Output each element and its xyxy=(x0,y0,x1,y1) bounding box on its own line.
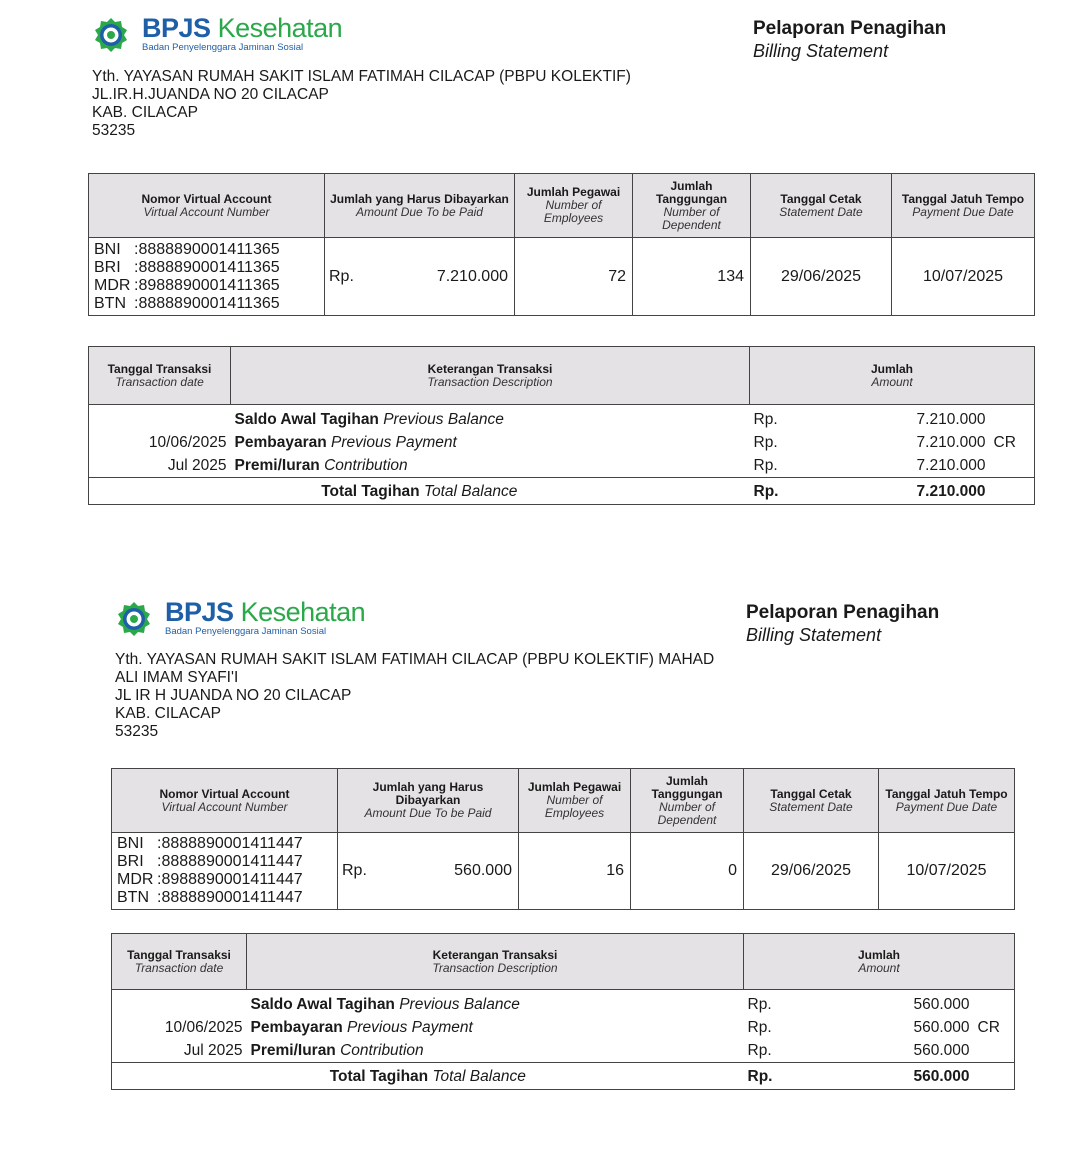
address-line: JL IR H JUANDA NO 20 CILACAP xyxy=(115,687,352,704)
total-flag-empty xyxy=(974,1063,1015,1090)
tx-desc: Pembayaran Previous Payment xyxy=(234,434,457,451)
address-line: KAB. CILACAP xyxy=(92,104,198,121)
header-due-date: Tanggal Jatuh Tempo Payment Due Date xyxy=(879,769,1015,833)
header-dependents: Jumlah Tanggungan Number of Dependent xyxy=(633,174,751,238)
tx-amount: 7.210.000 xyxy=(916,411,986,428)
logo-subtitle: Badan Penyelenggara Jaminan Sosial xyxy=(142,42,304,53)
tx-flag: CR xyxy=(974,1016,1015,1039)
va-item: BRI :8888890001411365 xyxy=(94,258,280,276)
address-line: 53235 xyxy=(92,122,136,139)
table-row xyxy=(89,431,1035,454)
va-list xyxy=(89,238,325,316)
header-statement-date: Tanggal Cetak Statement Date xyxy=(751,174,892,238)
va-item: MDR :8988890001411365 xyxy=(94,276,280,294)
recipient-address xyxy=(92,68,631,140)
header-employees: Jumlah Pegawai Number of Employees xyxy=(515,174,633,238)
header-tx-desc: Keterangan Transaksi Transaction Description xyxy=(247,934,744,990)
dependents-value: 134 xyxy=(633,238,751,316)
tx-amount: 560.000 xyxy=(913,1019,970,1036)
va-item: BTN :8888890001411365 xyxy=(94,294,280,312)
bpjs-emblem-icon xyxy=(115,600,153,638)
total-label: Total Tagihan Total Balance xyxy=(89,478,750,505)
tx-amount: 7.210.000 xyxy=(916,434,986,451)
title-id: Pelaporan Penagihan xyxy=(746,602,940,623)
header-dependents: Jumlah Tanggungan Number of Dependent xyxy=(631,769,744,833)
title-en: Billing Statement xyxy=(753,41,889,61)
tx-desc: Pembayaran Previous Payment xyxy=(250,1019,473,1036)
title-id: Pelaporan Penagihan xyxy=(753,18,947,39)
header-amount-due: Jumlah yang Harus Dibayarkan Amount Due To be Paid xyxy=(338,769,519,833)
address-line: JL.IR.H.JUANDA NO 20 CILACAP xyxy=(92,86,329,103)
bpjs-emblem-icon xyxy=(92,16,130,54)
va-item: BTN :8888890001411447 xyxy=(117,889,303,906)
transaction-table xyxy=(88,346,1035,505)
tx-currency: Rp. xyxy=(753,434,778,451)
tx-currency: Rp. xyxy=(747,1042,772,1059)
tx-date: Jul 2025 xyxy=(112,1039,247,1063)
due-date-value: 10/07/2025 xyxy=(892,238,1035,316)
total-row xyxy=(89,478,1035,505)
amount-due-value: 560.000 xyxy=(454,862,512,879)
tx-flag xyxy=(990,454,1035,478)
tx-date xyxy=(89,405,231,432)
address-line: ALI IMAM SYAFI'I xyxy=(115,669,239,686)
statement-title xyxy=(746,602,939,646)
statement-date-value: 29/06/2025 xyxy=(751,238,892,316)
table-row xyxy=(112,990,1015,1017)
amount-currency: Rp. xyxy=(329,267,354,285)
tx-desc: Saldo Awal Tagihan Previous Balance xyxy=(250,996,520,1013)
tx-amount: 560.000 xyxy=(913,996,970,1013)
total-label: Total Tagihan Total Balance xyxy=(112,1063,744,1090)
header-tx-amount: Jumlah Amount xyxy=(750,347,1035,405)
tx-flag xyxy=(974,990,1015,1017)
amount-due-cell xyxy=(325,238,515,316)
address-line: 53235 xyxy=(115,723,159,740)
header-amount-due: Jumlah yang Harus Dibayarkan Amount Due To be Paid xyxy=(325,174,515,238)
tx-flag xyxy=(974,1039,1015,1063)
tx-flag xyxy=(990,405,1035,432)
tx-desc: Premi/Iuran Contribution xyxy=(250,1042,424,1059)
account-info-table xyxy=(111,768,1015,910)
table-row xyxy=(89,405,1035,432)
total-amount: 7.210.000 xyxy=(895,478,990,505)
tx-amount: 560.000 xyxy=(913,1042,970,1059)
address-line: Yth. YAYASAN RUMAH SAKIT ISLAM FATIMAH CILACAP (PBPU KOLEKTIF) MAHAD xyxy=(115,651,715,668)
recipient-address xyxy=(115,651,714,741)
tx-desc: Saldo Awal Tagihan Previous Balance xyxy=(234,411,504,428)
amount-due-cell xyxy=(338,833,519,910)
header-tx-date: Tanggal Transaksi Transaction date xyxy=(89,347,231,405)
tx-amount: 7.210.000 xyxy=(916,457,986,474)
transaction-table xyxy=(111,933,1015,1090)
logo-text-kesehatan: Kesehatan xyxy=(240,597,366,627)
total-currency: Rp. xyxy=(750,478,895,505)
logo-text-bpjs: BPJS xyxy=(165,597,234,627)
logo-text-kesehatan: Kesehatan xyxy=(217,13,343,43)
tx-currency: Rp. xyxy=(747,1019,772,1036)
total-currency: Rp. xyxy=(744,1063,884,1090)
statement-date-value: 29/06/2025 xyxy=(744,833,879,910)
employees-value: 72 xyxy=(515,238,633,316)
table-row xyxy=(112,1016,1015,1039)
header-tx-desc: Keterangan Transaksi Transaction Description xyxy=(231,347,750,405)
tx-desc: Premi/Iuran Contribution xyxy=(234,457,408,474)
header-statement-date: Tanggal Cetak Statement Date xyxy=(744,769,879,833)
statement-title xyxy=(753,18,946,62)
amount-due-value: 7.210.000 xyxy=(436,267,508,285)
total-row xyxy=(112,1063,1015,1090)
va-item: BNI :8888890001411447 xyxy=(117,835,303,852)
total-flag-empty xyxy=(990,478,1035,505)
tx-currency: Rp. xyxy=(747,996,772,1013)
logo-text-bpjs: BPJS xyxy=(142,13,211,43)
header-va: Nomor Virtual Account Virtual Account Number xyxy=(89,174,325,238)
table-row xyxy=(112,1039,1015,1063)
dependents-value: 0 xyxy=(631,833,744,910)
header-va: Nomor Virtual Account Virtual Account Number xyxy=(112,769,338,833)
va-item: MDR :8988890001411447 xyxy=(117,871,303,888)
title-en: Billing Statement xyxy=(746,625,882,645)
header-tx-amount: Jumlah Amount xyxy=(744,934,1015,990)
address-line: KAB. CILACAP xyxy=(115,705,221,722)
tx-date: 10/06/2025 xyxy=(89,431,231,454)
header-tx-date: Tanggal Transaksi Transaction date xyxy=(112,934,247,990)
employees-value: 16 xyxy=(519,833,631,910)
tx-currency: Rp. xyxy=(753,457,778,474)
due-date-value: 10/07/2025 xyxy=(879,833,1015,910)
header-employees: Jumlah Pegawai Number of Employees xyxy=(519,769,631,833)
account-info-table xyxy=(88,173,1035,316)
logo-subtitle: Badan Penyelenggara Jaminan Sosial xyxy=(165,626,327,637)
tx-date: Jul 2025 xyxy=(89,454,231,478)
va-list xyxy=(112,833,338,910)
total-amount: 560.000 xyxy=(884,1063,974,1090)
tx-date xyxy=(112,990,247,1017)
tx-flag: CR xyxy=(990,431,1035,454)
tx-currency: Rp. xyxy=(753,411,778,428)
va-item: BRI :8888890001411447 xyxy=(117,853,303,870)
table-row xyxy=(89,454,1035,478)
header-due-date: Tanggal Jatuh Tempo Payment Due Date xyxy=(892,174,1035,238)
tx-date: 10/06/2025 xyxy=(112,1016,247,1039)
va-item: BNI :8888890001411365 xyxy=(94,240,280,258)
amount-currency: Rp. xyxy=(342,862,367,879)
address-line: Yth. YAYASAN RUMAH SAKIT ISLAM FATIMAH CILACAP (PBPU KOLEKTIF) xyxy=(92,68,631,85)
